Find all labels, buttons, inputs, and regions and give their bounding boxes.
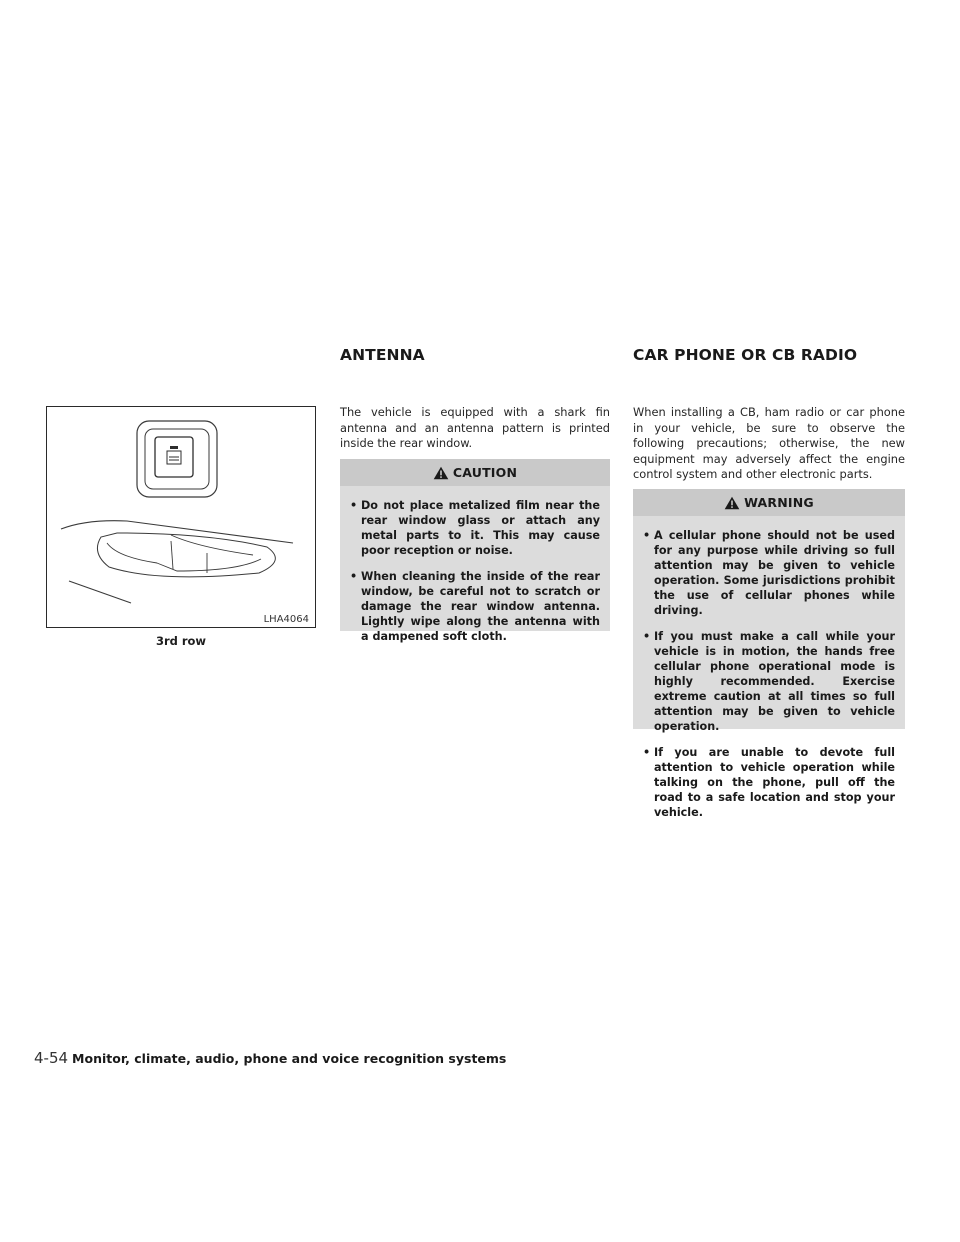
rear-window-defroster-switch-icon (167, 446, 181, 464)
caution-title: CAUTION (452, 465, 518, 480)
list-item: • A cellular phone should not be used for any purpose while driving so full attention may be given to vehicle operation. Some jurisdictions prohibit the use of cellular phones while driving. (643, 528, 895, 618)
caution-box (340, 459, 610, 643)
warning-triangle-icon (724, 496, 740, 510)
car-phone-body: When installing a CB, ham radio or car phone in your vehicle, be sure to observe the following precautions; otherwise, the new equipment may adversely affect the engine control system and other electronic parts. (633, 405, 905, 482)
rear-window-illustration (47, 407, 315, 627)
figure-code: LHA4064 (263, 614, 309, 625)
caution-header (340, 459, 610, 486)
page-number: 4-54 (34, 1049, 69, 1067)
list-item: • If you are unable to devote full attention to vehicle operation while talking on the phone, pull off the road to a safe location and stop your vehicle. (643, 745, 895, 820)
list-item: • Do not place metalized film near the rear window glass or attach any metal parts to it. This may cause poor reception or noise. (350, 498, 600, 558)
page-footer (34, 1049, 506, 1067)
caution-list (340, 486, 610, 654)
car-phone-heading: CAR PHONE OR CB RADIO (633, 346, 858, 364)
warning-header (633, 489, 905, 516)
warning-triangle-icon (433, 466, 449, 480)
rear-window-figure (46, 406, 316, 628)
antenna-body: The vehicle is equipped with a shark fin antenna and an antenna pattern is printed inside the rear window. (340, 405, 610, 451)
warning-list (633, 516, 905, 830)
warning-title: WARNING (744, 495, 814, 510)
list-item: • If you must make a call while your vehicle is in motion, the hands free cellular phone operational mode is highly recommended. Exercise extreme caution at all times so full attention may be given to vehicle operation. (643, 629, 895, 734)
chapter-title: Monitor, climate, audio, phone and voice recognition systems (72, 1051, 507, 1066)
list-item: • When cleaning the inside of the rear window, be careful not to scratch or damage the rear window antenna. Lightly wipe along the antenna with a dampened soft cloth. (350, 569, 600, 644)
figure-caption: 3rd row (155, 634, 207, 648)
warning-box (633, 489, 905, 819)
antenna-heading: ANTENNA (340, 346, 425, 364)
